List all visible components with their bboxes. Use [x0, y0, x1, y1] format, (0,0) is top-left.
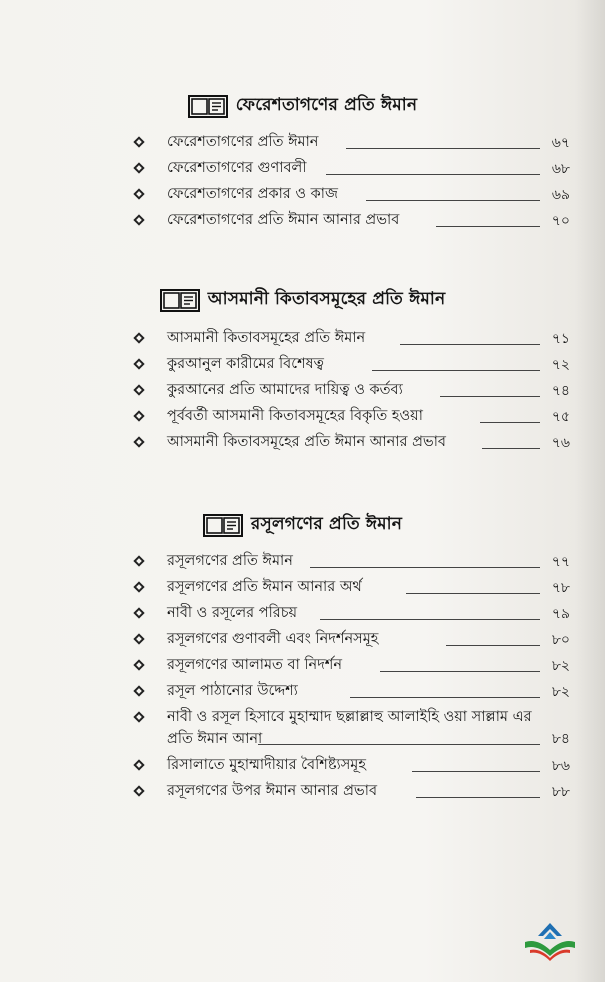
diamond-bullet-icon — [133, 384, 144, 395]
dotted-leader — [372, 370, 540, 371]
toc-entry-title: কুরআনুল কারীমের বিশেষত্ব — [167, 356, 324, 372]
toc-list-messengers — [140, 550, 570, 806]
dotted-leader — [258, 744, 540, 745]
diamond-bullet-icon — [133, 188, 144, 199]
diamond-bullet-icon — [133, 332, 144, 343]
dotted-leader — [380, 671, 540, 672]
toc-entry[interactable] — [140, 602, 570, 628]
diamond-bullet-icon — [133, 607, 144, 618]
toc-entry[interactable] — [140, 550, 570, 576]
dotted-leader — [366, 200, 540, 201]
toc-entry-page: ৭০ — [551, 213, 570, 229]
dotted-leader — [320, 619, 540, 620]
diamond-bullet-icon — [133, 410, 144, 421]
open-book-icon — [160, 287, 200, 313]
publisher-logo-icon — [522, 920, 578, 964]
dotted-leader — [482, 448, 540, 449]
toc-entry-page: ৬৭ — [551, 135, 570, 151]
section-title: রসূলগণের প্রতি ঈমান — [250, 514, 403, 534]
dotted-leader — [440, 396, 540, 397]
toc-entry-page: ৮৬ — [551, 758, 570, 774]
section-title: আসমানী কিতাবসমূহের প্রতি ঈমান — [207, 289, 446, 309]
toc-entry-page: ৮০ — [551, 632, 570, 648]
toc-entry[interactable] — [140, 706, 570, 754]
diamond-bullet-icon — [133, 136, 144, 147]
diamond-bullet-icon — [133, 214, 144, 225]
toc-entry-title: রসূলগণের প্রতি ঈমান — [167, 553, 293, 569]
toc-entry-title: আসমানী কিতাবসমূহের প্রতি ঈমান — [167, 330, 366, 346]
diamond-bullet-icon — [133, 659, 144, 670]
toc-entry[interactable] — [140, 131, 570, 157]
toc-entry-page: ৬৯ — [551, 187, 570, 203]
toc-entry-page: ৮২ — [551, 684, 570, 700]
toc-entry[interactable] — [140, 576, 570, 602]
diamond-bullet-icon — [133, 436, 144, 447]
diamond-bullet-icon — [133, 711, 144, 722]
toc-entry-title: রসূলগণের গুণাবলী এবং নিদর্শনসমূহ — [167, 631, 379, 647]
diamond-bullet-icon — [133, 785, 144, 796]
dotted-leader — [346, 148, 540, 149]
toc-entry-title: ফেরেশতাগণের প্রকার ও কাজ — [167, 186, 338, 202]
open-book-icon — [203, 512, 243, 538]
diamond-bullet-icon — [133, 555, 144, 566]
toc-entry[interactable] — [140, 654, 570, 680]
diamond-bullet-icon — [133, 358, 144, 369]
diamond-bullet-icon — [133, 633, 144, 644]
toc-list-books — [140, 327, 570, 457]
dotted-leader — [416, 797, 540, 798]
section-header-messengers — [0, 510, 605, 540]
toc-entry-title: নাবী ও রসূল হিসাবে মুহাম্মাদ ছল্লাল্লাহু আলাইহি ওয়া সাল্লাম এর প্রতি ঈমান আনা — [167, 709, 532, 747]
toc-entry-title: আসমানী কিতাবসমূহের প্রতি ঈমান আনার প্রভাব — [167, 434, 446, 450]
toc-entry-page: ৭৬ — [551, 435, 570, 451]
toc-entry-title: ফেরেশতাগণের প্রতি ঈমান — [167, 134, 319, 150]
toc-entry[interactable] — [140, 431, 570, 457]
toc-entry[interactable] — [140, 405, 570, 431]
diamond-bullet-icon — [133, 162, 144, 173]
toc-entry[interactable] — [140, 754, 570, 780]
toc-entry-page: ৭২ — [551, 357, 570, 373]
dotted-leader — [480, 422, 540, 423]
section-header-angels — [0, 91, 605, 121]
toc-entry[interactable] — [140, 157, 570, 183]
toc-entry-page: ৮৪ — [551, 731, 570, 747]
dotted-leader — [326, 174, 540, 175]
dotted-leader — [350, 697, 540, 698]
toc-entry-page: ৭৪ — [551, 383, 570, 399]
toc-entry[interactable] — [140, 183, 570, 209]
diamond-bullet-icon — [133, 759, 144, 770]
toc-entry-page: ৬৮ — [551, 161, 570, 177]
open-book-icon — [188, 93, 228, 119]
toc-entry-title: রসূলগণের প্রতি ঈমান আনার অর্থ — [167, 579, 362, 595]
dotted-leader — [400, 344, 540, 345]
toc-entry-title: ফেরেশতাগণের প্রতি ঈমান আনার প্রভাব — [167, 212, 400, 228]
toc-entry-title: পূর্ববর্তী আসমানী কিতাবসমূহের বিকৃতি হওয়া — [167, 408, 423, 424]
toc-entry-page: ৭৮ — [551, 580, 570, 596]
diamond-bullet-icon — [133, 685, 144, 696]
toc-entry[interactable] — [140, 628, 570, 654]
toc-entry-title: ফেরেশতাগণের গুণাবলী — [167, 160, 307, 176]
toc-entry-title: নাবী ও রসূলের পরিচয় — [167, 605, 298, 621]
toc-entry[interactable] — [140, 680, 570, 706]
toc-entry-title: রসূল পাঠানোর উদ্দেশ্য — [167, 683, 298, 699]
dotted-leader — [406, 593, 540, 594]
toc-entry-page: ৮২ — [551, 658, 570, 674]
toc-entry-page: ৮৮ — [551, 784, 570, 800]
toc-entry[interactable] — [140, 379, 570, 405]
toc-entry[interactable] — [140, 780, 570, 806]
dotted-leader — [446, 645, 540, 646]
toc-entry-page: ৭৫ — [551, 409, 570, 425]
toc-entry-title: কুরআনের প্রতি আমাদের দায়িত্ব ও কর্তব্য — [167, 382, 403, 398]
toc-entry-title: রিসালাতে মুহাম্মাদীয়ার বৈশিষ্ট্যসমূহ — [167, 757, 366, 773]
toc-entry-page: ৭৭ — [551, 554, 570, 570]
dotted-leader — [436, 226, 540, 227]
toc-entry-page: ৭১ — [551, 331, 570, 347]
toc-entry[interactable] — [140, 353, 570, 379]
section-title: ফেরেশতাগণের প্রতি ঈমান — [235, 95, 418, 115]
toc-entry-page: ৭৯ — [551, 606, 570, 622]
toc-entry-title: রসূলগণের আলামত বা নিদর্শন — [167, 657, 343, 673]
toc-list-angels — [140, 131, 570, 235]
dotted-leader — [412, 771, 540, 772]
section-header-books — [0, 285, 605, 315]
toc-entry[interactable] — [140, 209, 570, 235]
diamond-bullet-icon — [133, 581, 144, 592]
toc-entry-title: রসূলগণের উপর ঈমান আনার প্রভাব — [167, 783, 378, 799]
dotted-leader — [310, 567, 540, 568]
toc-entry[interactable] — [140, 327, 570, 353]
